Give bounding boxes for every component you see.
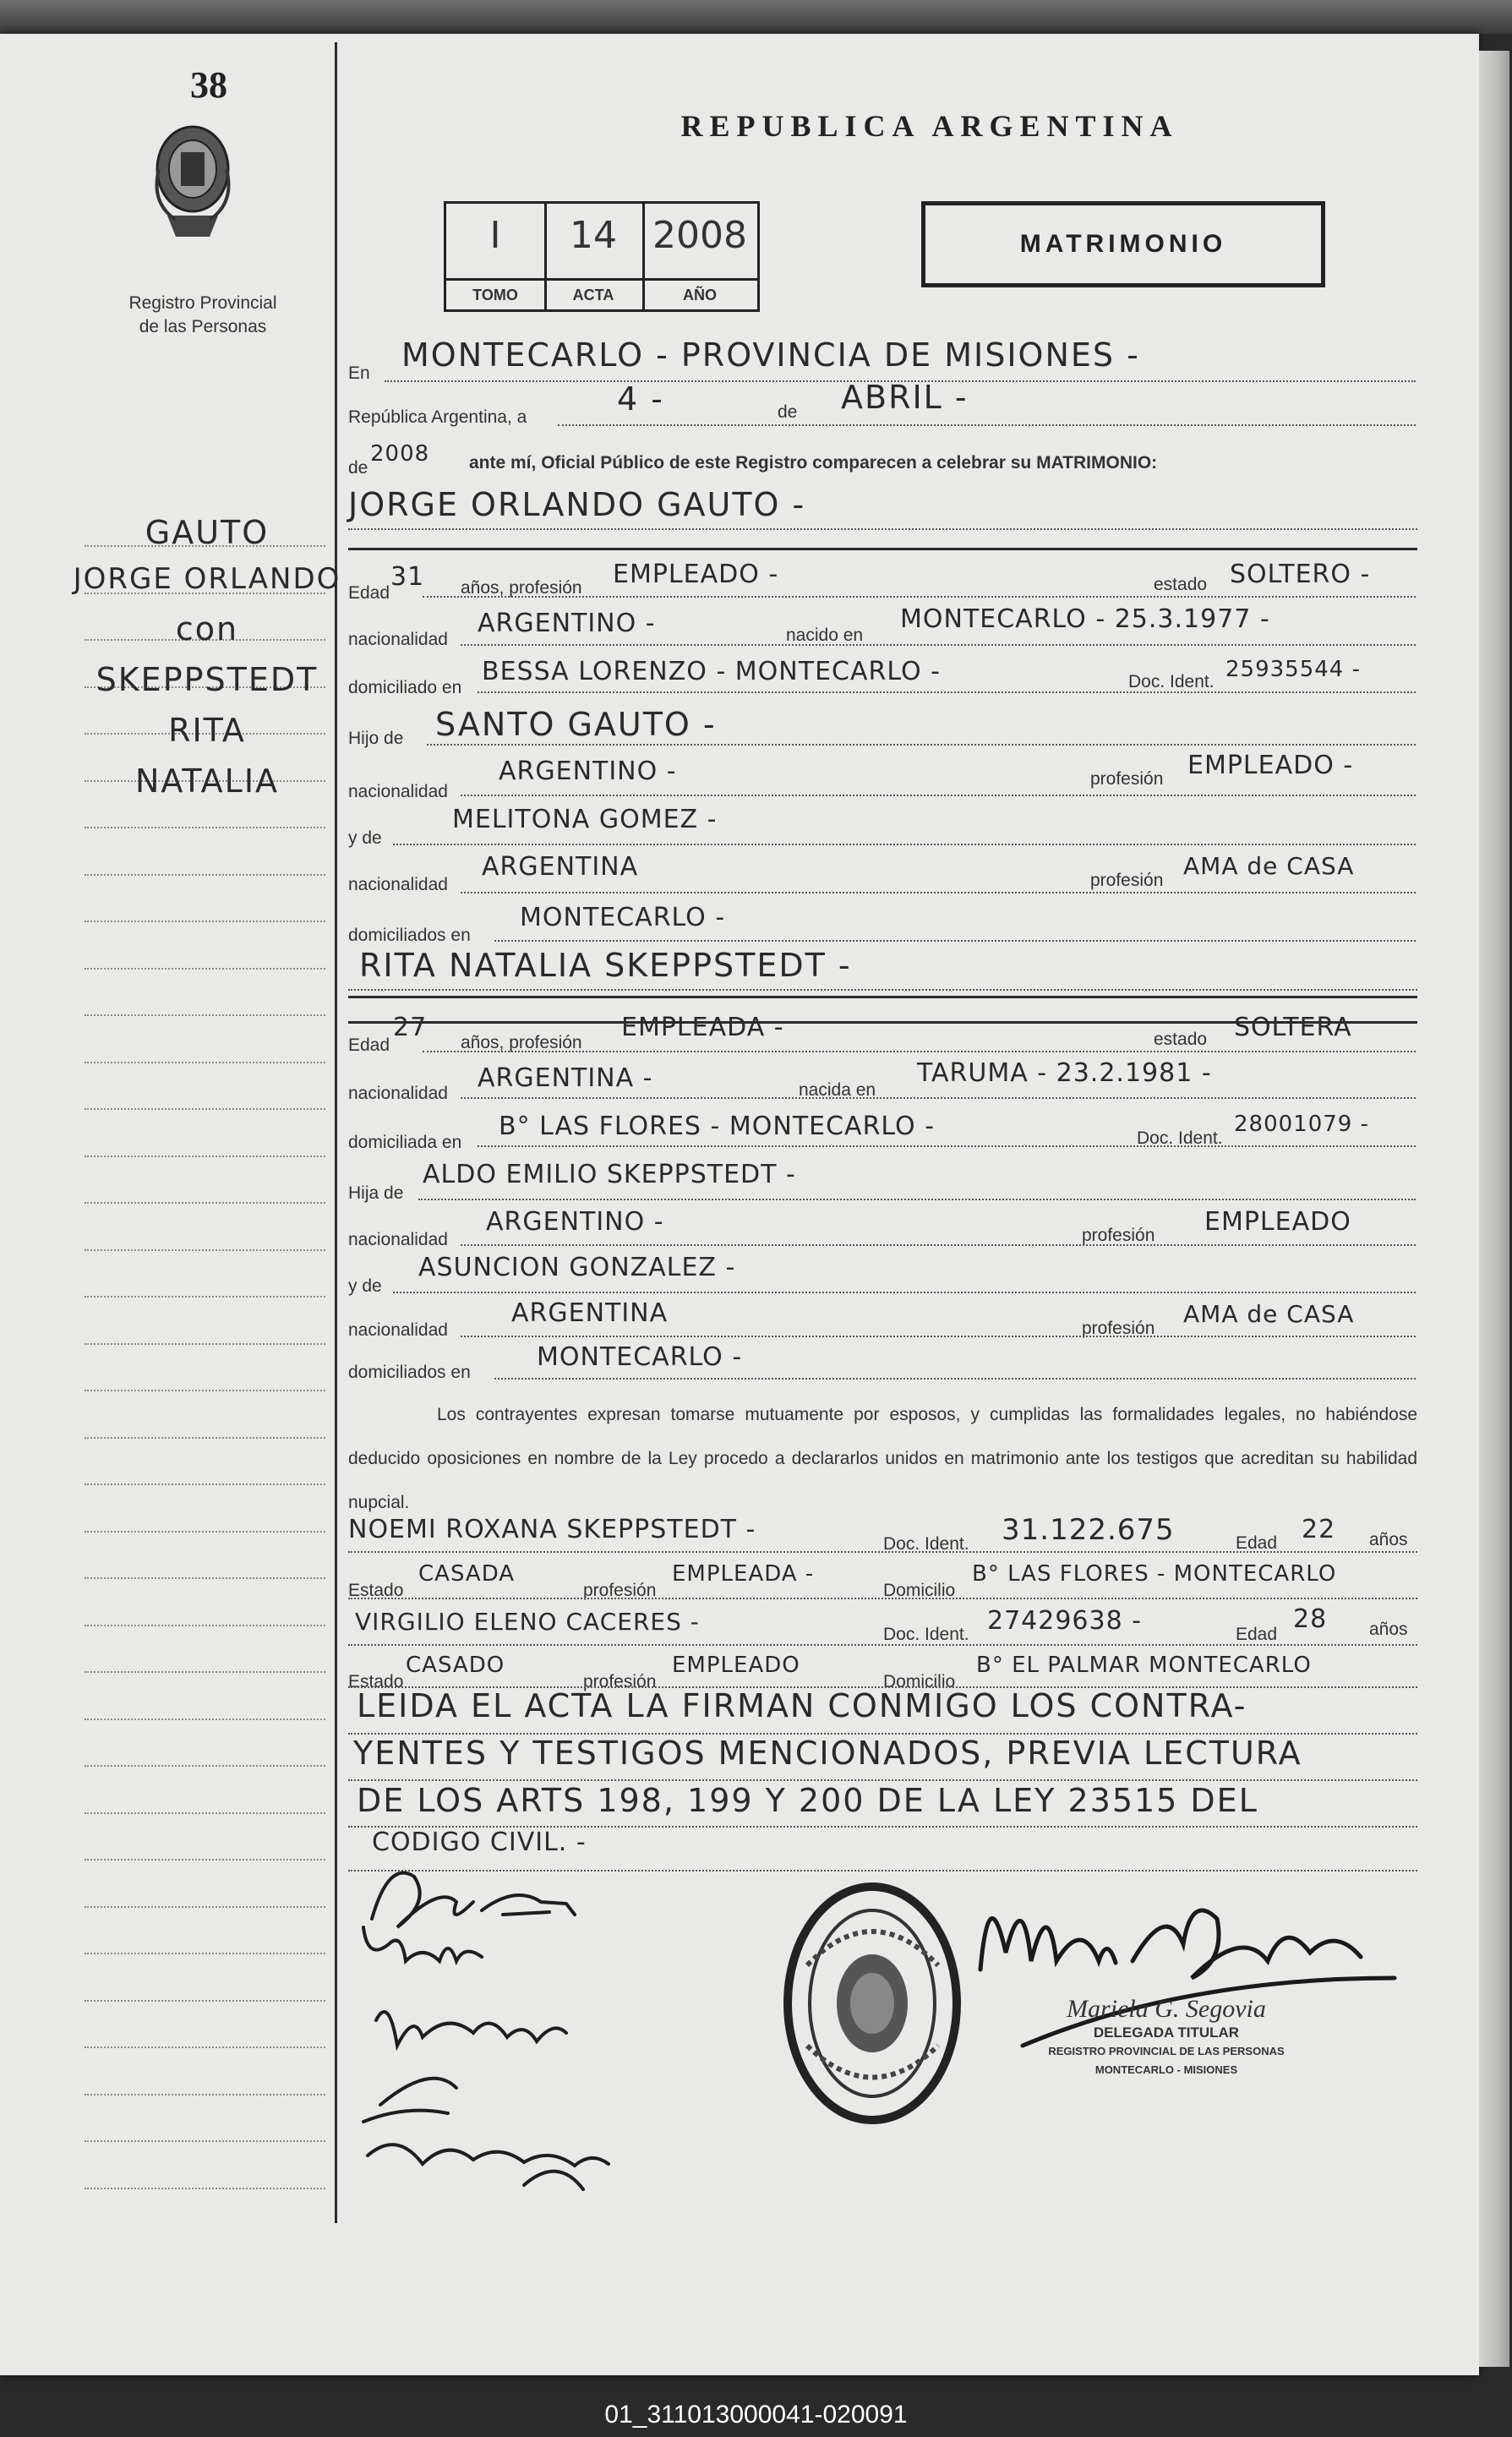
bride-separator: [348, 996, 1417, 998]
witness1-status: CASADA: [418, 1561, 516, 1587]
bride-profesion-label: años, profesión: [461, 1033, 582, 1052]
witness1-estado-label: Estado: [348, 1581, 404, 1600]
acta-label: ACTA: [544, 278, 642, 309]
bride-doc-label: Doc. Ident.: [1137, 1128, 1223, 1148]
margin-rule-line: [85, 1531, 325, 1533]
groom-doc-label: Doc. Ident.: [1128, 672, 1215, 691]
margin-rule-line: [85, 1859, 325, 1861]
closing-line-4: CODIGO CIVIL. -: [372, 1828, 587, 1857]
scan-id-footer: 01_311013000041-020091: [604, 2401, 908, 2429]
bride-mother: ASUNCION GONZALEZ -: [418, 1253, 736, 1282]
groom-separator: [348, 548, 1417, 550]
country-heading: REPUBLICA ARGENTINA: [680, 109, 1179, 143]
bride-domicilio-label: domiciliada en: [348, 1133, 462, 1152]
witness2-doc: 27429638 -: [987, 1606, 1143, 1636]
groom-age: 31: [390, 562, 425, 592]
margin-rule-line: [85, 2094, 325, 2095]
bride-doc: 28001079 -: [1234, 1112, 1369, 1137]
margin-rule-line: [85, 1202, 325, 1204]
closing-line-2: YENTES Y TESTIGOS MENCIONADOS, PREVIA LECTURA: [353, 1735, 1302, 1772]
tomo-cell: [446, 204, 547, 309]
groom-yde-label: y de: [348, 828, 382, 848]
groom-status: SOLTERO -: [1230, 560, 1371, 589]
groom-birth: MONTECARLO - 25.3.1977 -: [900, 604, 1270, 634]
groom-father-nat: ARGENTINO -: [499, 757, 677, 786]
bride-father-nat: ARGENTINO -: [486, 1207, 664, 1237]
groom-doc: 25935544 -: [1225, 657, 1361, 682]
book-top-edge: [0, 0, 1512, 34]
groom-address: BESSA LORENZO - MONTECARLO -: [482, 657, 941, 686]
witness1-name: NOEMI ROXANA SKEPPSTEDT -: [348, 1515, 756, 1544]
groom-mother-prof: AMA de CASA: [1183, 852, 1355, 880]
provincial-coat-of-arms-icon: [150, 118, 235, 270]
bride-edad-label: Edad: [348, 1035, 390, 1055]
groom-hijo-label: Hijo de: [348, 729, 404, 748]
margin-rule-line: [85, 2000, 325, 2002]
bride-mother-prof-label: profesión: [1082, 1319, 1155, 1338]
closing-line-1: LEIDA EL ACTA LA FIRMAN CONMIGO LOS CONTRA-: [357, 1687, 1247, 1724]
margin-rule-line: [85, 874, 325, 876]
margin-rule-line: [85, 1062, 325, 1063]
margin-rule-line: [85, 1249, 325, 1251]
bride-parents-address: MONTECARLO -: [537, 1342, 743, 1372]
bride-mother-nat-label: nacionalidad: [348, 1320, 448, 1340]
official-location: MONTECARLO - MISIONES: [1094, 2063, 1238, 2076]
bride-age: 27: [393, 1013, 428, 1042]
bride-birth: TARUMA - 23.2.1981 -: [917, 1058, 1212, 1088]
republica-label: República Argentina, a: [348, 407, 527, 427]
witness2-doc-label: Doc. Ident.: [883, 1625, 969, 1644]
witness1-profession: EMPLEADA -: [672, 1561, 815, 1587]
bride-name: RITA NATALIA SKEPPSTEDT -: [359, 947, 852, 984]
margin-rule-line: [85, 968, 325, 970]
margin-name-2: JORGE ORLANDO: [73, 562, 341, 596]
bride-father: ALDO EMILIO SKEPPSTEDT -: [423, 1160, 796, 1189]
official-name: Mariela G. Segovia: [1067, 1995, 1266, 2023]
groom-nationality: ARGENTINO -: [478, 609, 656, 638]
de-label: de: [778, 402, 798, 422]
registry-label: Registro Provincial de las Personas: [128, 293, 277, 336]
groom-mother-nat-label: nacionalidad: [348, 875, 448, 894]
margin-rule-line: [85, 827, 325, 828]
witness1-doc: 31.122.675: [1002, 1513, 1175, 1547]
groom-mother: MELITONA GOMEZ -: [452, 805, 718, 834]
groom-profession: EMPLEADO -: [613, 560, 779, 589]
page-number: 38: [190, 64, 227, 106]
bride-father-prof-label: profesión: [1082, 1226, 1155, 1245]
margin-rule-line: [85, 2188, 325, 2189]
groom-estado-label: estado: [1154, 575, 1208, 594]
margin-rule-line: [85, 1484, 325, 1485]
year-value: 2008: [370, 441, 430, 467]
groom-father-prof-label: profesión: [1090, 769, 1164, 789]
bride-estado-label: estado: [1154, 1030, 1208, 1049]
ano-value: 2008: [652, 214, 747, 257]
declaration-text: Los contrayentes expresan tomarse mutuamente por esposos, y cumplidas las formalidades legales, no habiéndose deducido oposiciones en nombre de la Ley procedo a declararlos unidos en matrimonio ante los testigos que acreditan su habilidad nupcial.: [348, 1405, 1417, 1512]
official-signature-block: [997, 1995, 1335, 2079]
de-year-label: de: [348, 458, 368, 478]
day-value: 4 -: [617, 380, 664, 418]
bride-yde-label: y de: [348, 1276, 382, 1296]
witness2-status: CASADO: [406, 1653, 505, 1678]
bride-hija-label: Hija de: [348, 1183, 404, 1203]
witness1-age: 22: [1302, 1515, 1336, 1544]
margin-rule-line: [85, 1390, 325, 1391]
groom-domicilio-label: domiciliado en: [348, 678, 462, 697]
margin-divider: [335, 42, 337, 2223]
witness1-domicilio-label: Domicilio: [883, 1581, 956, 1600]
margin-name-5: RITA: [168, 712, 246, 749]
month-value: ABRIL -: [841, 379, 969, 416]
margin-rule-line: [85, 1014, 325, 1016]
official-stamp-icon: [782, 1881, 963, 2126]
closing-line-3: DE LOS ARTS 198, 199 Y 200 DE LA LEY 23515 DEL: [357, 1782, 1258, 1819]
margin-rule-line: [85, 2046, 325, 2048]
witness1-doc-label: Doc. Ident.: [883, 1534, 969, 1554]
acta-cell: [544, 204, 645, 309]
margin-rule-line: [85, 1906, 325, 1908]
groom-profesion-label: años, profesión: [461, 578, 582, 598]
bride-father-nat-label: nacionalidad: [348, 1230, 448, 1249]
margin-rule-line: [85, 1156, 325, 1157]
margin-rule-line: [85, 1343, 325, 1345]
witness2-profession: EMPLEADO: [672, 1653, 800, 1678]
bride-status: SOLTERA: [1234, 1013, 1352, 1042]
margin-rule-line: [85, 1108, 325, 1110]
bride-nationality: ARGENTINA -: [478, 1063, 653, 1093]
witness2-domicilio-label: Domicilio: [883, 1672, 956, 1691]
margin-name-1: GAUTO: [145, 514, 270, 551]
place-value: MONTECARLO - PROVINCIA DE MISIONES -: [401, 336, 1140, 374]
margin-rule-line: [85, 1718, 325, 1720]
groom-edad-label: Edad: [348, 583, 390, 603]
bride-domiciliados-label: domiciliados en: [348, 1363, 471, 1382]
official-title: DELEGADA TITULAR: [1093, 2024, 1240, 2041]
record-reference-box: [444, 201, 760, 312]
margin-rule-line: [85, 921, 325, 922]
tomo-label: TOMO: [446, 278, 544, 309]
margin-name-4: SKEPPSTEDT: [96, 661, 319, 698]
margin-rule-line: [85, 1765, 325, 1767]
margin-rule-line: [85, 1625, 325, 1626]
book-edge: [1479, 51, 1509, 2367]
bride-nacionalidad-label: nacionalidad: [348, 1084, 448, 1103]
groom-mother-prof-label: profesión: [1090, 871, 1164, 890]
bride-mother-prof: AMA de CASA: [1183, 1300, 1355, 1328]
bride-address: B° LAS FLORES - MONTECARLO -: [499, 1112, 936, 1141]
margin-rule-line: [85, 1437, 325, 1439]
witness1-profesion-label: profesión: [583, 1581, 657, 1600]
groom-mother-nat: ARGENTINA: [482, 852, 639, 882]
document-type-box: MATRIMONIO: [921, 201, 1325, 287]
groom-nacido-label: nacido en: [786, 626, 864, 645]
ano-label: AÑO: [642, 278, 757, 309]
groom-domiciliados-label: domiciliados en: [348, 926, 471, 945]
margin-rule-line: [85, 1671, 325, 1673]
witness2-age: 28: [1293, 1604, 1328, 1634]
groom-father: SANTO GAUTO -: [435, 706, 717, 743]
witness1-edad-label: Edad: [1236, 1533, 1278, 1553]
margin-rule-line: [85, 2140, 325, 2142]
ano-cell: [642, 204, 757, 309]
margin-rule-line: [85, 1296, 325, 1298]
witness2-name: VIRGILIO ELENO CACERES -: [355, 1608, 700, 1636]
margin-name-3: con: [175, 610, 239, 647]
witness2-estado-label: Estado: [348, 1672, 404, 1691]
margin-rule-line: [85, 1812, 325, 1814]
margin-rule-line: [85, 1577, 325, 1579]
official-office: REGISTRO PROVINCIAL DE LAS PERSONAS: [1048, 2045, 1285, 2057]
groom-father-prof: EMPLEADO -: [1187, 751, 1354, 780]
appear-text: ante mí, Oficial Público de este Registro comparecen a celebrar su MATRIMONIO:: [469, 453, 1158, 473]
en-label: En: [348, 363, 370, 383]
bride-profession: EMPLEADA -: [621, 1013, 784, 1042]
bride-nacida-label: nacida en: [799, 1080, 876, 1100]
bride-mother-nat: ARGENTINA: [511, 1298, 669, 1328]
groom-parents-address: MONTECARLO -: [520, 903, 726, 932]
tomo-value: I: [489, 214, 501, 257]
witness1-address: B° LAS FLORES - MONTECARLO: [972, 1561, 1337, 1587]
witness2-profesion-label: profesión: [583, 1672, 657, 1691]
bride-father-prof: EMPLEADO: [1204, 1207, 1351, 1237]
acta-value: 14: [570, 214, 617, 257]
margin-name-6: NATALIA: [134, 762, 280, 800]
groom-nacionalidad-label: nacionalidad: [348, 630, 448, 649]
groom-father-nat-label: nacionalidad: [348, 782, 448, 801]
witness2-anos-label: años: [1369, 1620, 1408, 1639]
handwritten-signatures: [355, 1851, 676, 2206]
witness1-anos-label: años: [1369, 1530, 1408, 1549]
margin-rule-line: [85, 1953, 325, 1954]
groom-name: JORGE ORLANDO GAUTO -: [348, 486, 806, 523]
witness2-edad-label: Edad: [1236, 1625, 1278, 1644]
witness2-address: B° EL PALMAR MONTECARLO: [976, 1653, 1312, 1678]
